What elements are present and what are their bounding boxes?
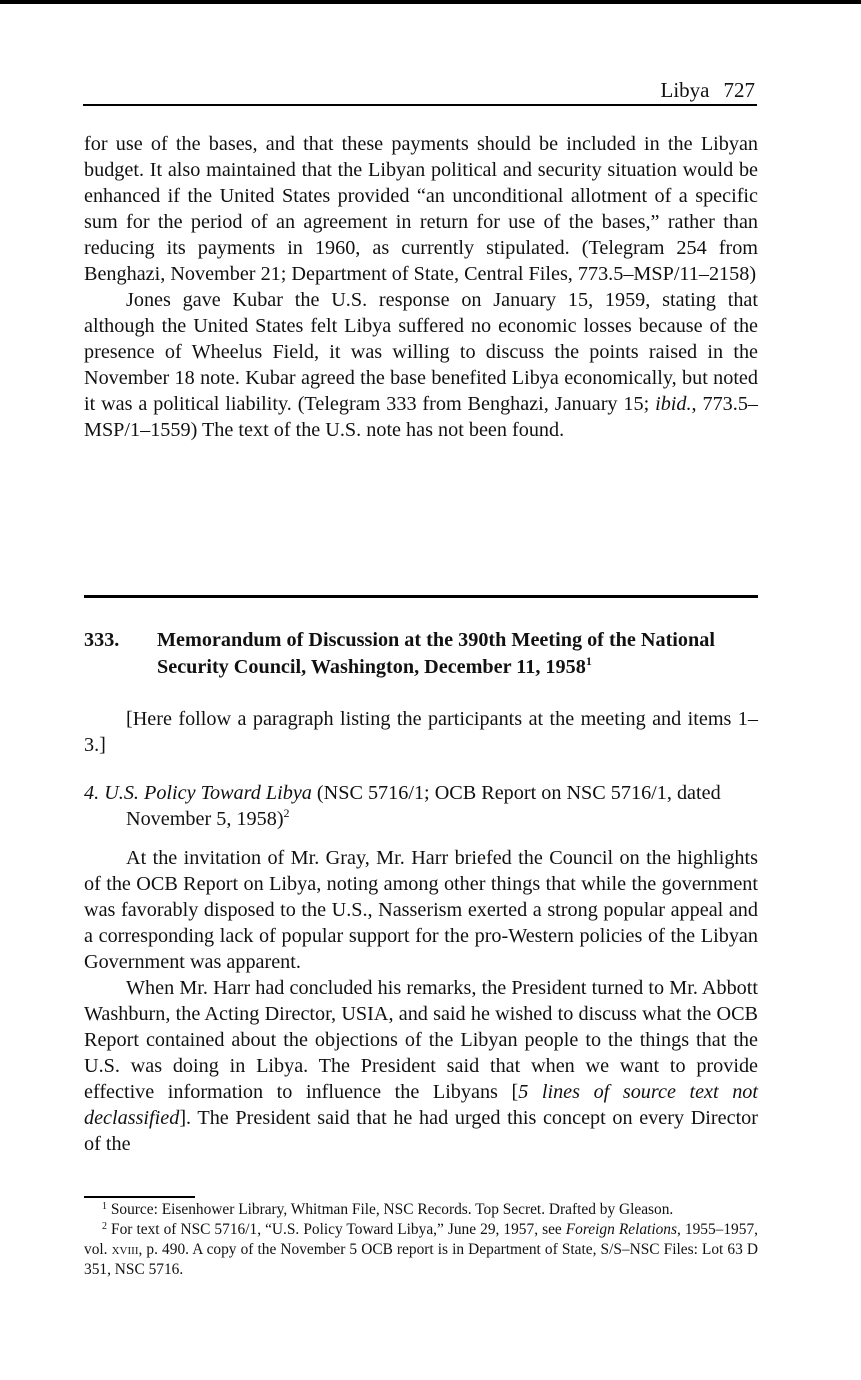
footnote-rule bbox=[84, 1196, 195, 1198]
footnote-text: Source: Eisenhower Library, Whitman File, NSC Records. Top Secret. Drafted by Gleason. bbox=[110, 1201, 674, 1218]
ibid-citation: ibid. bbox=[655, 393, 692, 415]
page-number: 727 bbox=[723, 78, 755, 102]
volume-number: xviii bbox=[111, 1241, 139, 1258]
document-number: 333. bbox=[84, 629, 120, 651]
running-title: Libya bbox=[660, 78, 710, 102]
text-run: When Mr. Harr had concluded his remarks, the President turned to Mr. Abbott Washburn, the Acting Director, USIA, and said he wished to discuss what the OCB Report contained about the objections of the Libyan people to the things that the U.S. was doing in Libya. The President said that when we want to provide effective information to influence the Libyans [ bbox=[84, 977, 758, 1103]
agenda-item bbox=[84, 780, 758, 832]
text-run: ]. The President said that he had urged this concept on every Director of the bbox=[84, 1107, 758, 1155]
editorial-note: [Here follow a paragraph listing the participants at the meeting and items 1–3.] bbox=[84, 708, 758, 756]
footnote-1 bbox=[84, 1200, 758, 1220]
footnote-2 bbox=[84, 1220, 758, 1280]
publication-title: Foreign Relations bbox=[565, 1221, 677, 1238]
page-top-border bbox=[0, 0, 861, 4]
text-run: Jones gave Kubar the U.S. response on January 15, 1959, stating that although the United States felt Libya suffered no economic losses because of the presence of Wheelus Field, it was willing to discuss the points raised in the November 18 note. Kubar agreed the base benefited Libya economically, but noted it was a political liability. (Telegram 333 from Benghazi, January 15; bbox=[84, 289, 758, 415]
footnote-number: 1 bbox=[102, 1201, 107, 1212]
continuation-paragraph-1: for use of the bases, and that these payments should be included in the Libyan budget. It also maintained that the Libyan political and security situation would be enhanced if the United States provided “an unconditional allotment of a specific sum for the period of an agreement in return for use of the bases,” rather than reducing its payments in 1960, as currently stipulated. (Telegram 254 from Benghazi, November 21; Department of State, Central Files, 773.5–MSP/11–2158) bbox=[84, 133, 758, 285]
undeclassified-note: 5 lines of source text not declassified bbox=[84, 1081, 758, 1129]
document-title bbox=[157, 627, 758, 681]
footnote-text: , p. 490. A copy of the November 5 OCB report is in Department of State, S/S–NSC Files: Lot 63 D 351, NSC 5716. bbox=[84, 1241, 758, 1278]
running-header bbox=[83, 74, 757, 106]
footnote-ref-2: 2 bbox=[283, 806, 290, 820]
continuation-paragraph-2 bbox=[84, 287, 758, 443]
discussion-paragraph-1: At the invitation of Mr. Gray, Mr. Harr briefed the Council on the highlights of the OCB Report on Libya, noting among other things that while the government was favorably disposed to the U.S., Nasserism exerted a strong popular appeal and a corresponding lack of popular support for the pro-Western policies of the Libyan Government was apparent. bbox=[84, 847, 758, 973]
section-divider bbox=[84, 595, 758, 598]
footnote-number: 2 bbox=[102, 1221, 107, 1232]
document-body bbox=[84, 706, 758, 1157]
document-title-text: Memorandum of Discussion at the 390th Meeting of the National Security Council, Washington, December 11, 1958 bbox=[157, 629, 715, 678]
footnote-ref-1: 1 bbox=[585, 654, 592, 668]
agenda-item-heading: 4. U.S. Policy Toward Libya bbox=[84, 782, 312, 804]
footnote-text: , 1955–1957, vol. bbox=[84, 1221, 758, 1258]
footnotes bbox=[84, 1200, 758, 1280]
text-run: , 773.5–MSP/1–1559) The text of the U.S. note has not been found. bbox=[84, 393, 758, 441]
header-right bbox=[647, 78, 755, 103]
agenda-item-reference: (NSC 5716/1; OCB Report on NSC 5716/1, dated November 5, 1958) bbox=[126, 782, 721, 830]
continuation-text bbox=[84, 131, 758, 443]
discussion-paragraph-2 bbox=[84, 975, 758, 1157]
document-heading bbox=[84, 627, 758, 681]
footnote-text: For text of NSC 5716/1, “U.S. Policy Toward Libya,” June 29, 1957, see bbox=[111, 1221, 566, 1238]
